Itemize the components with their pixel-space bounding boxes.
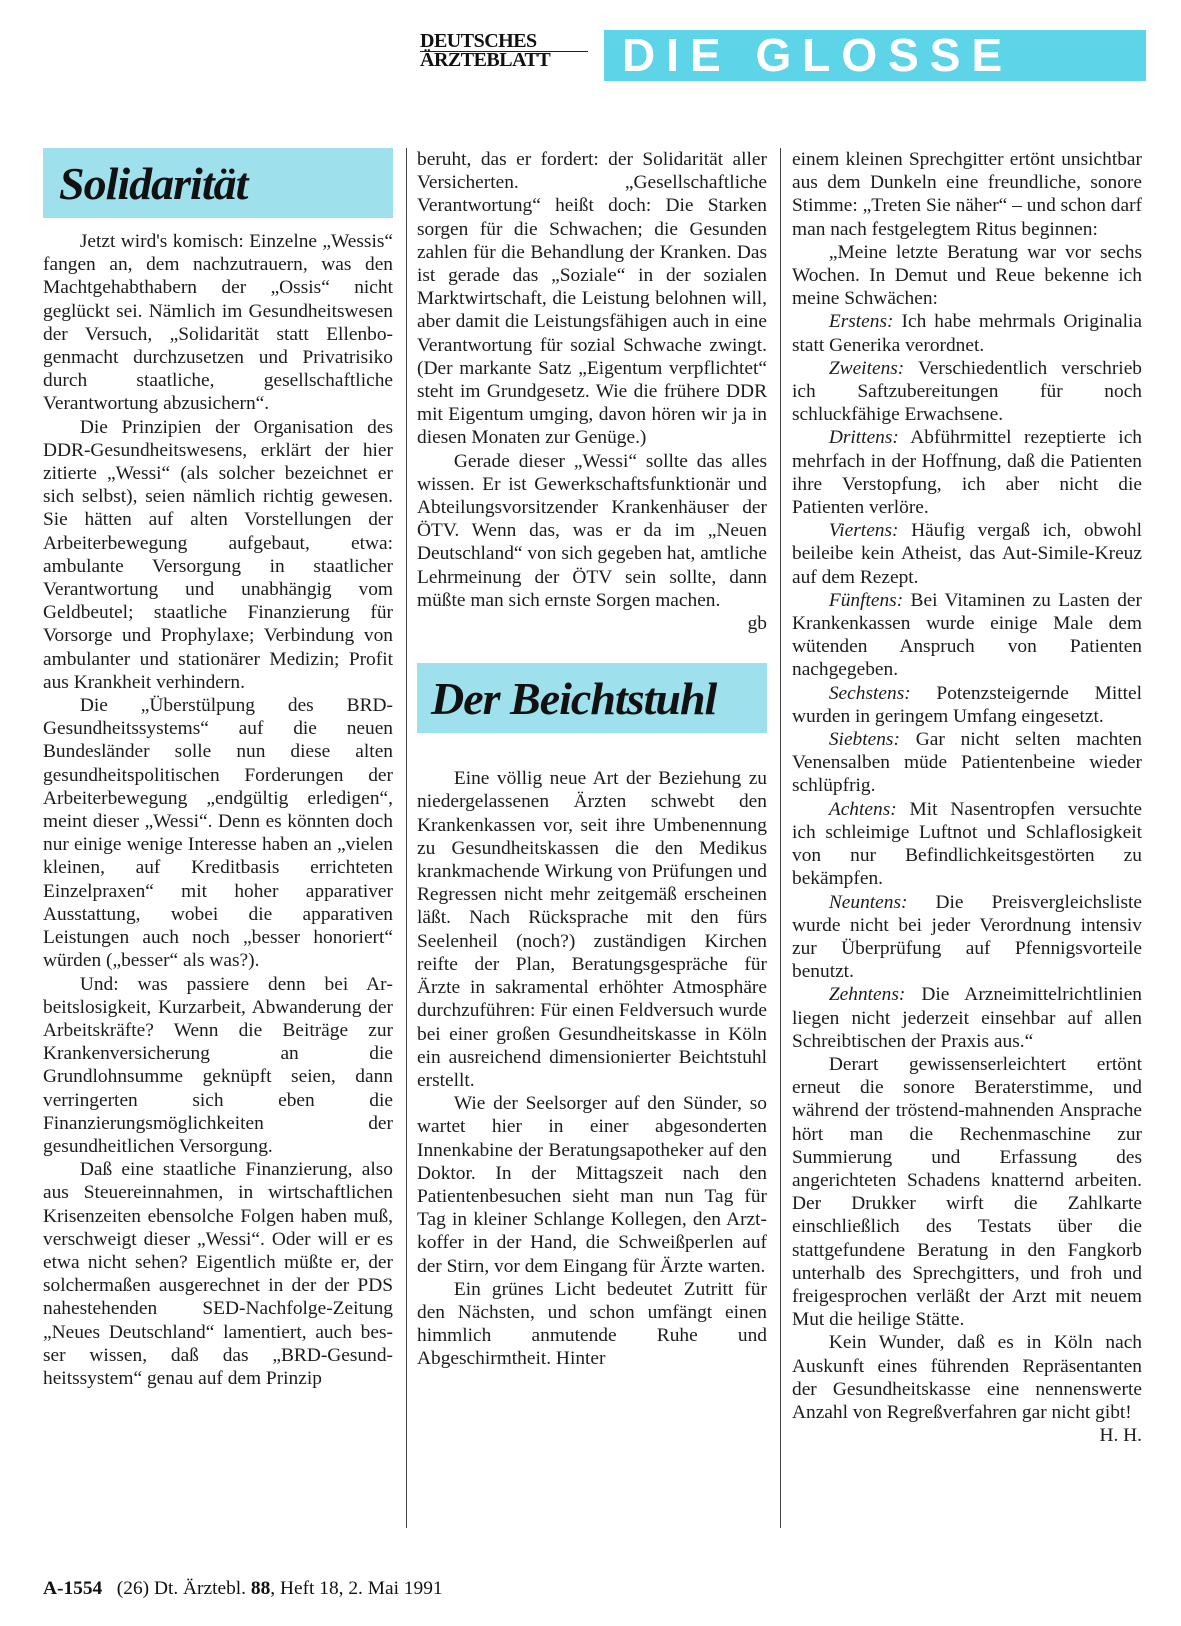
column-divider-1	[406, 148, 407, 1528]
paragraph: „Meine letzte Beratung war vor sechs Wochen. In Demut und Reue bekenne ich meine Schwächen:	[792, 241, 1142, 310]
confession-item	[792, 357, 1142, 427]
masthead	[420, 30, 1146, 84]
confession-text: Die Arzneimittelrichtlinien liegen nicht jederzeit einsehbar auf allen Schreibtischen der Praxis aus.“	[792, 984, 1142, 1052]
brand-line-2: ÄRZTEBLATT	[420, 49, 551, 71]
paragraph: Die Prinzipien der Organisation des DDR-Gesundheitswesens, erklärt der hier zitierte „Wessi“ (als solcher bezeichnet er sich selbst), seien nämlich richtig gewesen. Sie hätten auf alten Vorstellungen der Arbeiterbewegung aufgebaut, etwa: ambulante Versorgung in staatlicher Verantwortung und unabhängig vom Geldbeutel; staatliche Finanzierung für Vorsorge und Prophylaxe; Verbindung von ambulanter und stationärer Medizin; Profit aus Krankheit verhindern.	[43, 416, 393, 693]
confession-item	[792, 519, 1142, 589]
confession-text: Die Preisvergleichsliste wurde nicht bei jeder Verordnung intensiv zur Überprüfung auf Pfennigsvorteile benutzt.	[792, 891, 1142, 983]
confession-text: Häufig vergaß ich, obwohl beileibe kein Atheist, das Aut-Simile-Kreuz auf dem Rezept.	[792, 520, 1142, 588]
confession-text: Abführmittel rezeptierte ich mehrfach in der Hoffnung, daß die Patienten ihre Verstopfung, ich aber nicht die Patienten verlöre.	[792, 427, 1142, 519]
volume-number: 88	[250, 1578, 271, 1599]
confession-item	[792, 728, 1142, 798]
confession-label: Drittens:	[828, 427, 899, 449]
confession-text: Potenzsteigernde Mittel wurden in geringem Umfang eingesetzt.	[792, 682, 1142, 727]
paragraph: Daß eine staatliche Finanzierung, also aus Steuereinnahmen, in wirtschaftlichen Krisenzeiten ebensolche Folgen haben muß, verschweigt dieser „Wessi“. Oder will er es etwa nicht sehen? Eigentlich müßte er, der solchermaßen ausgerechnet in der der PDS nahestehenden SED-Nachfolge-Zeitung „Neues Deutschland“ lamentiert, auch besser wissen, daß das „BRD-Gesundheitssystem“ genau auf dem Prinzip	[43, 1159, 393, 1389]
column-2	[417, 148, 767, 1371]
paragraph-continued: einem kleinen Sprechgitter ertönt unsichtbar aus dem Dunkeln eine freundliche, sonore Stimme: „Treten Sie näher“ – und schon darf man nach festgelegtem Ritus beginnen:	[792, 149, 1142, 240]
confession-text: Gar nicht selten machten Venensalben müde Patientenbeine wieder schlüpfrig.	[792, 729, 1142, 797]
paragraph-continued: beruht, das er fordert: der Solidarität aller Versicherten. „Gesellschaftliche Verantwortung“ heißt doch: Die Starken sorgen für die Schwachen; die Gesunden zahlen für die Behandlung der Kranken. Das ist gerade das „Soziale“ in der sozialen Marktwirtschaft, die Leistung belohnen will, aber damit die Leistungsfähigen auch in eine Verantwortung für sozial Schwache zwingt. (Der markante Satz „Eigentum verpflichtet“ steht im Grundgesetz. Wie die frühere DDR mit Eigentum umging, davon hören wir ja in diesen Monaten zur Genüge.)	[417, 149, 767, 449]
author-signature: H. H.	[1099, 1425, 1142, 1447]
issue-suffix: , Heft 18, 2. Mai 1991	[270, 1578, 443, 1599]
paragraph: Ein grünes Licht bedeutet Zutritt für den Nächsten, und schon umfängt einen himmlich anmutende Ruhe und Abgeschirmtheit. Hinter	[417, 1278, 767, 1370]
article-title: Der Beichtstuhl	[431, 672, 717, 724]
confession-item	[792, 426, 1142, 519]
confession-label: Zweitens:	[828, 357, 905, 379]
brand-divider	[420, 51, 588, 52]
paragraph: Und: was passiere denn bei Arbeitslosigkeit, Kurzarbeit, Abwanderung der Arbeitskräfte? Wenn die Beiträge zur Krankenversicherung an die Grundlohnsumme geknüpft seien, dann verringerten sich eben die Finanzierungsmöglichkeiten der gesundheitlichen Versorgung.	[43, 973, 393, 1157]
paragraph: Derart gewissenserleichtert ertönt erneut die sonore Beraterstimme, und während der tröstend-mahnenden Ansprache hört man die Rechenmaschine zur Summierung und Erfassung des angerichteten Schadens knatternd arbeiten. Der Drukker wirft die Zahlkarte einschließlich des Testats über die stattgefundene Beratung in den Fangkorb unterhalb des Sprechgitters, und froh und freigesprochen verläßt der Arzt mit neuem Mut die heilige Stätte.	[792, 1053, 1142, 1331]
confession-item	[792, 798, 1142, 891]
confession-label: Achtens:	[828, 798, 897, 820]
confession-label: Erstens:	[828, 311, 894, 333]
page-footer	[43, 1578, 443, 1600]
confession-text: Ich habe mehrmals Originalia statt Generika verordnet.	[792, 311, 1142, 356]
confession-label: Fünftens:	[828, 589, 904, 611]
confession-item	[792, 682, 1142, 728]
section-header: DIE GLOSSE	[604, 30, 1146, 81]
confession-text: Mit Nasentropfen versuchte ich schleimige Luftnot und Schlaflosigkeit von nur Befindlichkeitsgestörten zu bekämpfen.	[792, 798, 1142, 890]
confession-text: Verschiedentlich verschrieb ich Saftzubereitungen für noch schluckfähige Erwachsene.	[792, 357, 1142, 426]
column-divider-2	[780, 148, 781, 1528]
paragraph: Gerade dieser „Wessi“ sollte das alles wissen. Er ist Gewerkschaftsfunktionär und Abteilungsvorsitzender Krankenhäuser der ÖTV. Wenn das, was er da im „Neuen Deutschland“ von sich gegeben hat, amtliche Lehrmeinung der ÖTV sein sollte, dann müßte man sich ernste Sorgen machen.	[417, 450, 767, 611]
confession-label: Sechstens:	[828, 682, 911, 704]
confession-label: Siebtens:	[828, 729, 900, 751]
paragraph-final	[792, 1331, 1142, 1447]
issue-prefix: (26) Dt. Ärztebl.	[116, 1578, 247, 1599]
confession-label: Neuntens:	[828, 891, 908, 913]
page-reference: A-1554	[43, 1578, 103, 1599]
paragraph: Die „Überstülpung des BRD-Gesundheitssystems“ auf die neuen Bundesländer solle nun diese alten gesundheitspolitischen Forderungen der Arbeiterbewegung „endgültig erledigen“, meint dieser „Wessi“. Denn es könnten doch nur einige wenige Interesse haben an „vielen kleinen, auf Kreditbasis errichteten Einzelpraxen“ mit hoher apparativer Ausstattung, wobei die apparativen Leistungen auch noch „besser honoriert“ würden („besser“ als was?).	[43, 695, 393, 972]
confession-item	[792, 983, 1142, 1053]
paragraph: Jetzt wird's komisch: Einzelne „Wessis“ fangen an, dem nachzutrauern, was den Machtgehabthabern der „Ossis“ nicht geglückt sei. Nämlich im Gesundheitswesen der Versuch, „Solidarität statt Ellenbogenmacht durchzusetzen und Privatrisiko durch staatliche, gesellschaftliche Verantwortung abzusichern“.	[43, 231, 393, 415]
confession-label: Zehntens:	[828, 984, 906, 1006]
paragraph: Wie der Seelsorger auf den Sünder, so wartet hier in einer abgesonderten Innenkabine der Beratungsapotheker auf den Doktor. In der Mittagszeit nach den Patientenbesuchen sieht man nun Tag für Tag in kleiner Schlange Kollegen, den Arztkoffer in der Hand, die Schweißperlen auf der Stirn, vor dem Eingang für Ärzte warten.	[417, 1093, 767, 1277]
article-title-box-beichtstuhl	[417, 663, 767, 733]
paragraph: Eine völlig neue Art der Beziehung zu niedergelassenen Ärzten schwebt den Krankenkassen vor, seit ihre Umbenennung zu Gesundheitskassen die den Medikus krankmachende Wirkung von Prüfungen und Regressen nicht mehr zeitgemäß erscheinen läßt. Nach Rücksprache mit den fürs Seelenheil (noch?) zuständigen Kirchen reifte der Plan, Beratungsgespräche für Ärzte in sakramental erhöhter Atmosphäre durchzuführen: Für einen Feldversuch wurde bei einer großen Gesundheitskasse in Köln ein ausreichend dimensionierter Beichtstuhl erstellt.	[417, 768, 767, 1091]
author-signature: gb	[747, 613, 767, 635]
confession-text: Bei Vitaminen zu Lasten der Krankenkassen wurde einige Male dem wütenden Anspruch von Patienten nachgegeben.	[792, 589, 1142, 681]
confession-label: Viertens:	[828, 520, 899, 542]
final-text: Kein Wunder, daß es in Köln nach Auskunft eines führenden Repräsentanten der Gesundheitskasse eine nennenswerte Anzahl von Regreßverfahren gar nicht gibt!	[792, 1332, 1142, 1423]
article-title: Solidarität	[59, 157, 248, 209]
column-3	[792, 148, 1142, 1447]
column-1	[43, 230, 393, 1390]
brand-line-1: DEUTSCHES	[420, 30, 537, 52]
confession-item	[792, 891, 1142, 984]
confession-list	[792, 310, 1142, 1053]
confession-item	[792, 589, 1142, 682]
confession-item	[792, 310, 1142, 356]
article-title-box-solidaritaet	[43, 148, 393, 218]
